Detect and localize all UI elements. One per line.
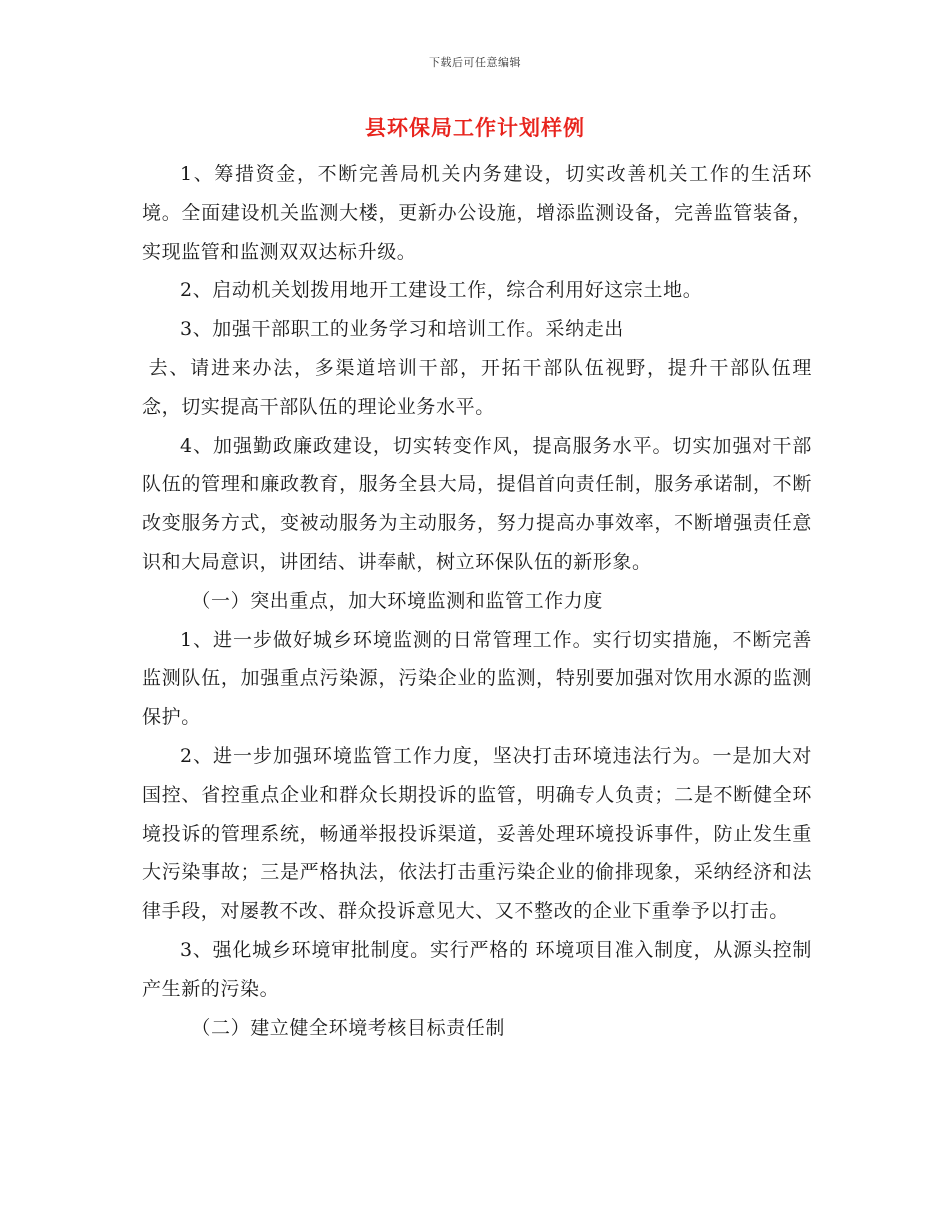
paragraph-4: 4、加强勤政廉政建设，切实转变作风，提高服务水平。切实加强对干部队伍的管理和廉政教育，服务全县大局，提倡首向责任制，服务承诺制，不断改变服务方式，变被动服务为主动服务，努力提高办事效率，不断增强责任意识和大局意识，讲团结、讲奉献，树立环保队伍的新形象。 bbox=[142, 434, 812, 573]
section-heading-2: （二）建立健全环境考核目标责任制 bbox=[191, 1016, 505, 1039]
paragraph-5: 1、进一步做好城乡环境监测的日常管理工作。实行切实措施，不断完善监测队伍，加强重点污染源，污染企业的监测，特别要加强对饮用水源的监测保护。 bbox=[142, 628, 812, 729]
document-title: 县环保局工作计划样例 bbox=[365, 116, 585, 140]
paragraph-7: 3、强化城乡环境审批制度。实行严格的 环境项目准入制度，从源头控制产生新的污染。 bbox=[142, 938, 812, 1000]
section-heading-1: （一）突出重点，加大环境监测和监管工作力度 bbox=[191, 589, 603, 612]
paragraph-3-continued: 去、请进来办法，多渠道培训干部，开拓干部队伍视野，提升干部队伍理念，切实提高干部队伍的理论业务水平。 bbox=[142, 356, 812, 418]
paragraph-1: 1、筹措资金，不断完善局机关内务建设，切实改善机关工作的生活环境。全面建设机关监测大楼，更新办公设施，增添监测设备，完善监管装备，实现监管和监测双双达标升级。 bbox=[142, 163, 812, 263]
paragraph-2: 2、启动机关划拨用地开工建设工作，综合利用好这宗土地。 bbox=[180, 279, 703, 302]
paragraph-6: 2、进一步加强环境监管工作力度，坚决打击环境违法行为。一是加大对国控、省控重点企业和群众长期投诉的监管，明确专人负责；二是不断健全环境投诉的管理系统，畅通举报投诉渠道，妥善处理环境投诉事件，防止发生重大污染事故；三是严格执法，依法打击重污染企业的偷排现象，采纳经济和法律手段，对屡教不改、群众投诉意见大、又不整改的企业下重拳予以打击。 bbox=[142, 744, 812, 923]
paragraph-3: 3、加强干部职工的业务学习和培训工作。采纳走出 bbox=[180, 318, 624, 341]
document-body bbox=[142, 155, 812, 1047]
download-note: 下载后可任意编辑 bbox=[429, 56, 521, 69]
